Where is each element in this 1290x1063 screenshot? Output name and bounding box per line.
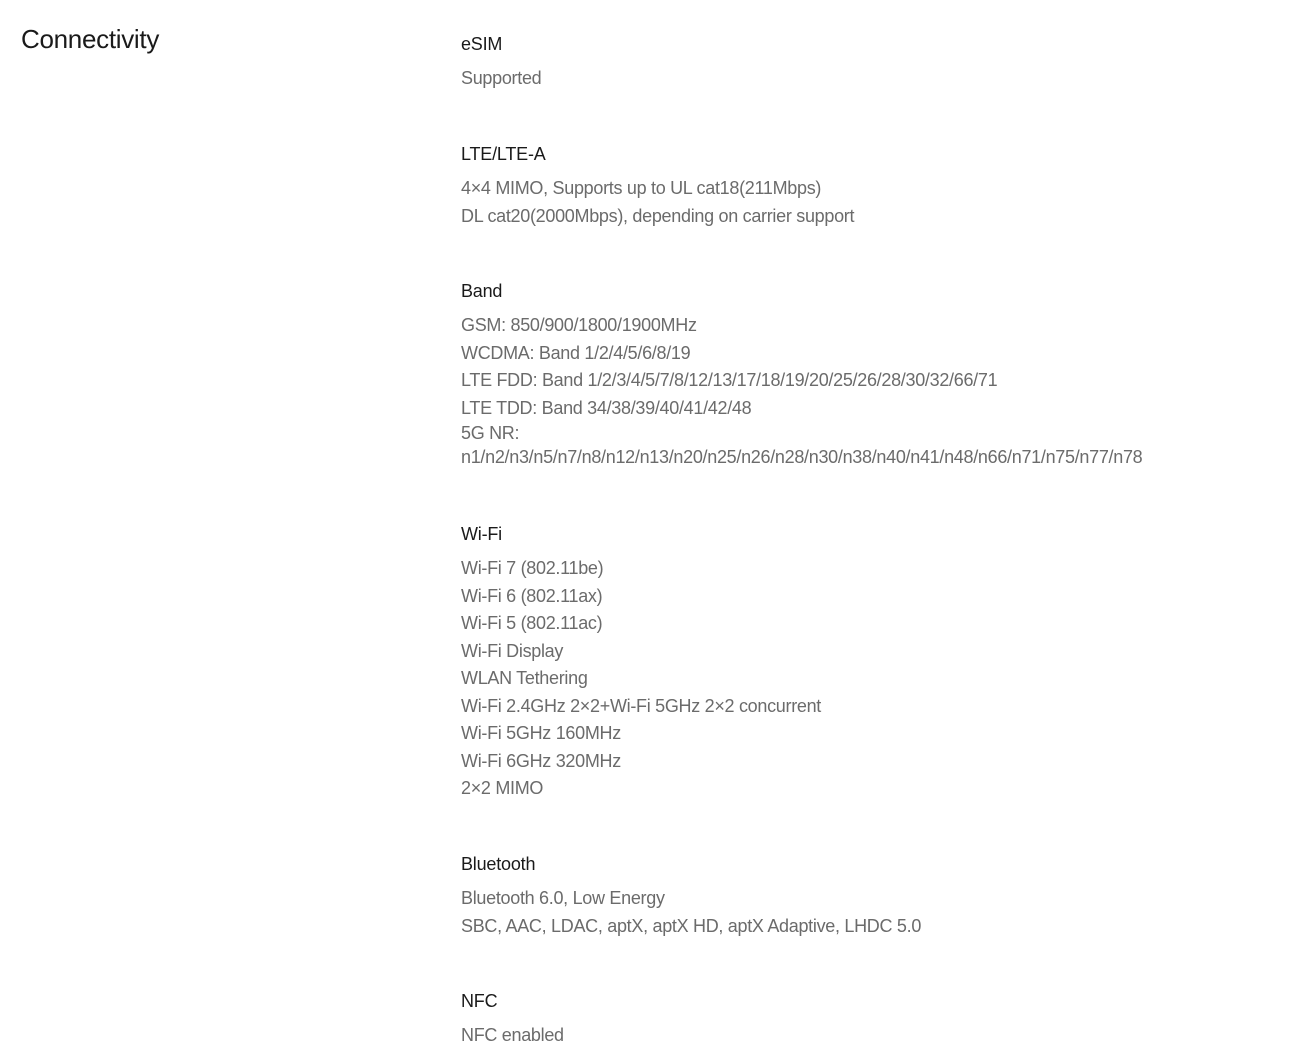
spec-group-lte	[461, 143, 1261, 230]
spec-heading-lte: LTE/LTE-A	[461, 144, 546, 164]
spec-value: Wi-Fi 6 (802.11ax)	[461, 585, 603, 606]
spec-value: Wi-Fi 5 (802.11ac)	[461, 613, 603, 633]
spec-heading-bluetooth: Bluetooth	[461, 854, 536, 874]
spec-group-bluetooth	[461, 853, 1261, 940]
spec-heading-esim: eSIM	[461, 34, 503, 54]
spec-value: NFC enabled	[461, 1025, 564, 1045]
spec-value: WLAN Tethering	[461, 668, 588, 688]
spec-value: 2×2 MIMO	[461, 778, 544, 798]
spec-value: Wi-Fi 5GHz 160MHz	[461, 723, 621, 743]
spec-value: n1/n2/n3/n5/n7/n8/n12/n13/n20/n25/n26/n28/n30/n38/n40/n41/n48/n66/n71/n75/n77/n78	[461, 447, 1143, 467]
spec-value: Wi-Fi 7 (802.11be)	[461, 558, 604, 578]
spec-heading-nfc: NFC	[461, 991, 498, 1011]
spec-value: DL cat20(2000Mbps), depending on carrier support	[461, 205, 855, 226]
spec-value: LTE FDD: Band 1/2/3/4/5/7/8/12/13/17/18/19/20/25/26/28/30/32/66/71	[461, 370, 998, 390]
spec-value: Wi-Fi 6GHz 320MHz	[461, 750, 621, 771]
spec-value: Wi-Fi Display	[461, 640, 564, 661]
spec-value: LTE TDD: Band 34/38/39/40/41/42/48	[461, 397, 752, 418]
spec-value: Supported	[461, 68, 542, 88]
spec-group-esim	[461, 33, 1261, 93]
spec-value: 4×4 MIMO, Supports up to UL cat18(211Mbps)	[461, 178, 822, 198]
spec-value: Bluetooth 6.0, Low Energy	[461, 888, 665, 908]
spec-value: WCDMA: Band 1/2/4/5/6/8/19	[461, 342, 691, 363]
spec-value: Wi-Fi 2.4GHz 2×2+Wi-Fi 5GHz 2×2 concurrent	[461, 695, 822, 716]
spec-heading-band: Band	[461, 281, 503, 301]
spec-group-wifi	[461, 523, 1261, 803]
section-title: Connectivity	[21, 24, 160, 54]
spec-group-band	[461, 280, 1261, 470]
spec-value: SBC, AAC, LDAC, aptX, aptX HD, aptX Adaptive, LHDC 5.0	[461, 915, 922, 936]
spec-value: GSM: 850/900/1800/1900MHz	[461, 315, 697, 335]
spec-value: 5G NR:	[461, 423, 520, 443]
spec-group-nfc	[461, 990, 1261, 1050]
spec-heading-wifi: Wi-Fi	[461, 524, 502, 544]
